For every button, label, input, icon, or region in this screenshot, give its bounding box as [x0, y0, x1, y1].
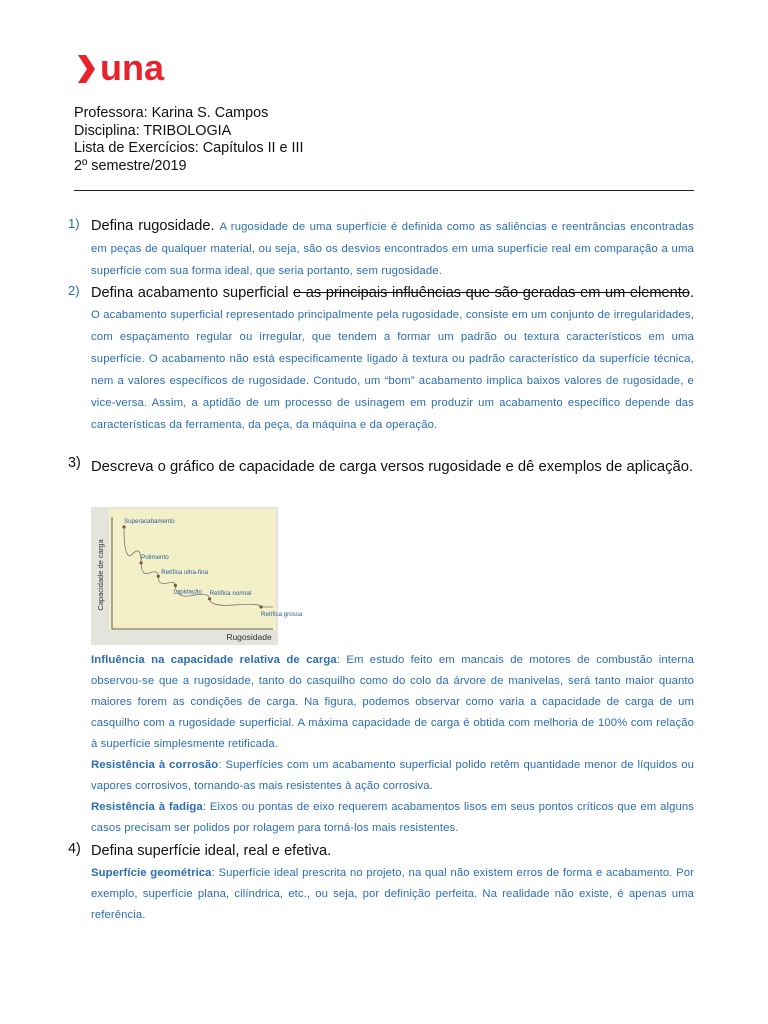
struck-text: e as principais influências que são geradas em um elemento	[292, 285, 690, 301]
geometric-surface-paragraph	[91, 863, 694, 926]
point-label: Lapidação	[173, 588, 202, 596]
influence-paragraph	[91, 650, 694, 755]
load-capacity-chart	[91, 507, 303, 645]
question-text: Defina acabamento superficial	[91, 285, 289, 301]
influence-title: Influência na capacidade relativa de carga	[91, 654, 337, 666]
influence-text: : Em estudo feito em mancais de motores de combustão interna observou-se que a rugosidade, tanto do casquilho como do colo da árvore de manivelas, será tanto maior quanto maiores forem as condições de carga. Na figura, podemos observar como varia a capacidade de carga de um casquilho com a rugosidade superficial. A máxima capacidade de carga é obtida com melhoria de 100% com relação à superfície simplesmente retificada.	[91, 654, 694, 750]
semester-line: 2º semestre/2019	[74, 157, 187, 174]
point-label: Retífica normal	[209, 589, 252, 597]
answer-text: A rugosidade de uma superfície é definida como as saliências e reentrâncias encontradas em peças de qualquer material, ou seja, são os desvios encontrados em uma superfície real em comparação a uma superfície com sua forma ideal, que seria portanto, sem rugosidade.	[91, 221, 694, 277]
question-3	[68, 455, 694, 479]
professor-line: Professora: Karina S. Campos	[74, 105, 269, 121]
question-4	[68, 841, 694, 862]
chart-point	[174, 584, 177, 587]
question-number: 2)	[68, 283, 80, 298]
corrosion-title: Resistência à corrosão	[91, 759, 219, 771]
fatigue-paragraph	[91, 797, 694, 839]
point-label: Superacabamento	[124, 518, 175, 525]
question-period: .	[689, 285, 694, 301]
question-text: Defina rugosidade.	[91, 218, 215, 234]
question-number: 1)	[68, 216, 80, 231]
una-logo	[76, 47, 194, 90]
question-text: Defina superfície ideal, real e efetiva.	[91, 843, 332, 859]
question-2	[68, 283, 694, 436]
chart-point	[140, 561, 143, 564]
fatigue-title: Resistência à fadiga	[91, 801, 203, 813]
x-axis-label: Rugosidade	[226, 632, 272, 642]
question-number: 4)	[68, 841, 81, 857]
point-label: Retífica ultra-fina	[161, 569, 209, 577]
list-line: Lista de Exercícios: Capítulos II e III	[74, 140, 304, 156]
geometric-title: Superfície geométrica	[91, 867, 212, 879]
point-label: Retífica grossa	[261, 611, 303, 618]
corrosion-text: : Superfícies com um acabamento superficial polido retêm quantidade menor de líquidos ou vapores corrosivos, tornando-as mais resistentes à ação corrosiva.	[91, 759, 694, 792]
question-number: 3)	[68, 455, 81, 471]
chart-point	[157, 575, 160, 578]
document-header	[74, 105, 304, 175]
chart-point	[259, 605, 262, 608]
chevron-mark-icon	[76, 47, 194, 90]
y-axis-label: Capacidade de carga	[96, 539, 105, 611]
logo-text: una	[100, 47, 165, 88]
fatigue-text: : Eixos ou pontas de eixo requerem acabamentos lisos em seus pontos críticos que em alguns casos precisam ser polidos por rolagem para torná-los mais resistentes.	[91, 801, 694, 834]
chart-point	[122, 525, 125, 528]
header-divider	[74, 190, 694, 191]
point-label: Polimento	[141, 553, 169, 561]
question-1	[68, 216, 694, 282]
question-text: Descreva o gráfico de capacidade de carga versos rugosidade e dê exemplos de aplicação.	[91, 459, 694, 475]
chart-point	[208, 597, 211, 600]
geometric-text: : Superfície ideal prescrita no projeto, na qual não existem erros de forma e acabamento. Por exemplo, superfície plana, cilíndrica, etc., ou seja, por definição perfeita. Na realidade não existe, é apenas uma referência.	[91, 867, 694, 921]
answer-text: O acabamento superficial representado principalmente pela rugosidade, consiste em um conjunto de irregularidades, com espaçamento regular ou irregular, que tendem a formar um padrão ou textura característicos em uma superfície. O acabamento não está especificamente ligado à textura ou padrão característico da superfície técnica, nem a valores específicos de rugosidade. Contudo, um “bom” acabamento implica baixos valores de rugosidade, e vice-versa. Assim, a aptidão de um processo de usinagem em produzir um acabamento específico depende das características da ferramenta, da peça, da máquina e da operação.	[91, 309, 694, 431]
subject-line: Disciplina: TRIBOLOGIA	[74, 122, 232, 139]
corrosion-paragraph	[91, 755, 694, 797]
chart-svg	[91, 507, 303, 645]
